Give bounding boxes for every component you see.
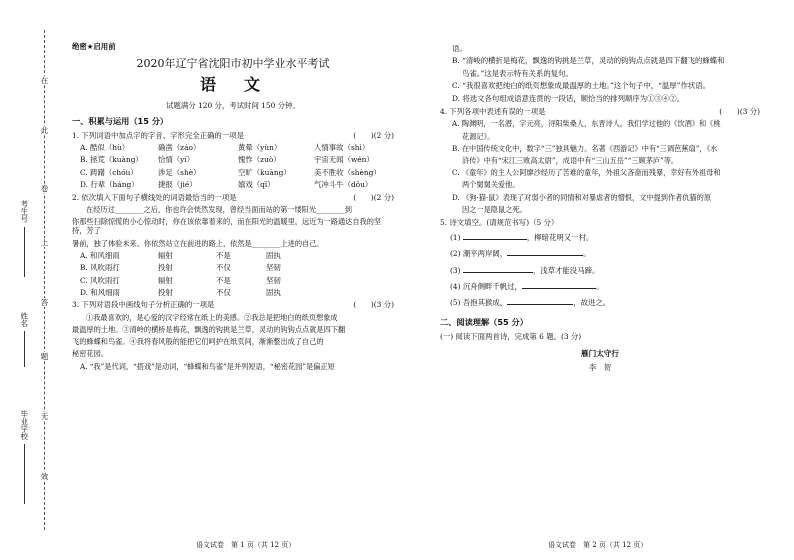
continuation-text: 语。: [452, 44, 467, 53]
cut-char: 无: [40, 412, 49, 421]
poem-author: 李 贺: [588, 363, 612, 373]
option-cell: 嬉戏（qī）: [238, 180, 275, 190]
option-cell: 投射: [158, 288, 173, 297]
q2-passage-line: 你那些扫除惊慌的小心惊动时，你在该依靠着来的，而在阳光的温暖里，远近为一路通达自我的坚持，芳了: [72, 217, 382, 236]
option-cell: C. 踌躇（chóu）: [80, 167, 138, 177]
exam-info: 试题满分 120 分，考试时间 150 分钟。: [166, 101, 300, 110]
cut-char: 此: [40, 126, 49, 135]
fill-post: ，柳暗花明又一村。: [526, 233, 594, 242]
fill-item-2: [450, 248, 760, 258]
q2-option-d: [80, 288, 394, 297]
cut-line: [44, 30, 45, 530]
subject-title: 语 文: [199, 75, 266, 94]
option-cell: 愧怍（zuò）: [238, 155, 281, 165]
field-line: [24, 227, 25, 277]
option-cell: 投射: [158, 263, 173, 273]
fill-post: ，浅草才能没马蹄。: [532, 265, 600, 275]
option-cell: 宇宙无闻（wén）: [314, 155, 374, 165]
fill-number: (4): [450, 281, 461, 291]
q3-option-line: D. 将选文各句组成语意连贯的一段话，顺恰当的排列顺序为①③④②。: [452, 93, 685, 103]
q3-option-line: C. “我很喜欢把纯白的纸页想象成最温厚的土地。”这个句子中，“温厚”作状语。: [452, 81, 711, 91]
fill-post: 。: [595, 281, 604, 291]
option-cell: 固执: [266, 250, 281, 260]
q4-option-line: B. 在中国传统文化中，数字“三”独具魅力。名著《西游记》中有“三调芭蕉扇”，《水: [452, 143, 718, 153]
option-cell: 黄晕（yùn）: [238, 142, 282, 152]
q4-option-line: 两个舅舅关爱他。: [462, 180, 520, 190]
q3-passage-line: ①我最喜欢的，是心爱的汉字经常在纸上的美感。②我总是把地白的纸页想象成: [86, 312, 338, 322]
fill-post: ，故进之。: [573, 298, 611, 307]
fill-number: (3): [450, 265, 461, 275]
question-1: [72, 131, 394, 140]
cut-char: 上: [40, 238, 49, 247]
fill-number: (1): [450, 233, 461, 242]
option-cell: 辐射: [158, 250, 173, 260]
option-cell: B. 风吹雨打: [80, 263, 120, 273]
fill-item-5: [450, 297, 760, 307]
section-heading: 一、积累与运用（15 分）: [72, 116, 169, 127]
option-cell: 坚韧: [266, 263, 281, 273]
binding-margin: [0, 0, 58, 560]
fill-item-1: [450, 232, 760, 242]
exam-page-1: [72, 44, 394, 374]
subsection-heading: (一) 阅读下面两首诗，完成第 6 题。(3 分): [440, 331, 582, 341]
question-score: ( )(3 分): [353, 300, 394, 310]
option-cell: 捷报（jié）: [158, 180, 197, 190]
q2-option-a: [80, 251, 394, 260]
option-cell: C. 风吹雨打: [80, 275, 120, 285]
option-cell: D. 行辈（háng）: [80, 180, 139, 190]
page-footer: 语文试卷 第 1 页（共 12 页）: [196, 541, 296, 549]
option-cell: B. 拯荒（kuàng）: [80, 155, 143, 165]
question-score: ( )(2 分): [353, 192, 394, 202]
option-cell: 不是: [216, 250, 231, 260]
q3-option-line: 鸟雀。”这是表示特有关系的复句。: [462, 68, 573, 78]
fill-post: 。: [583, 249, 591, 259]
field-label: 姓名: [19, 312, 29, 327]
fill-number: (2): [450, 249, 461, 259]
field-name[interactable]: [18, 312, 30, 367]
field-exam-number[interactable]: [18, 200, 30, 277]
answer-blank[interactable]: [463, 232, 527, 240]
field-school[interactable]: [18, 410, 30, 504]
option-cell: 确凿（záo）: [158, 142, 201, 152]
fill-pre: 吾抱其猴成，: [462, 298, 508, 307]
fill-number: (5): [450, 298, 461, 307]
poem-title: 雁门太守行: [581, 348, 619, 358]
question-stem: 3. 下列对语段中画线句子分析正确的一项是: [72, 300, 215, 310]
field-line: [24, 331, 25, 367]
q2-passage-line: 在经历过________之后，你也许会恍然发现，曾经当面而站的第一缕阳光________到: [86, 205, 352, 215]
fill-pre: 沉舟侧畔千帆过，: [462, 281, 522, 291]
option-cell: 恰情（yí）: [158, 155, 195, 165]
q4-option-line: D. 《狗·猫·鼠》表现了对弱小者的同情和对暴虐者的憎恨，文中提到作者仇猫的原: [452, 192, 712, 202]
option-cell: 固执: [266, 288, 281, 297]
question-stem: 2. 依次填入下面句子横线处的词语最恰当的一项是: [72, 192, 237, 202]
q4-option-line: 因之一是隐鼠之死。: [462, 204, 527, 214]
option-cell: 涉足（shè）: [158, 167, 201, 177]
q3-option-line: B. “清峻的横折是梅花，飘逸的钩挑是兰草，灵动的钩钩点点就是四下翻飞的蜂蝶和: [452, 56, 725, 66]
option-cell: 不是: [216, 275, 231, 285]
confidential-mark: 绝密★启用前: [72, 42, 116, 51]
question-stem: 1. 下列词语中加点字的字音、字形完全正确的一项是: [72, 130, 244, 140]
cut-char: 卷: [40, 184, 49, 193]
cut-char: 在: [40, 76, 49, 85]
option-cell: 人情事故（shì）: [314, 142, 370, 152]
answer-blank[interactable]: [507, 297, 573, 305]
q1-option-b: [80, 155, 394, 164]
q3-passage-line: 飞的蜂蝶和鸟雀。④我将春风般的能把它们呵护在纸页间，渐渐整出成了自己的: [72, 337, 324, 347]
q2-option-b: [80, 263, 394, 272]
cut-char: 效: [40, 472, 49, 481]
option-cell: 不仅: [216, 263, 231, 273]
option-cell: 气冲斗牛（dǒu）: [314, 180, 373, 190]
exam-page-2: [440, 44, 760, 372]
q4-option-line: A. 陶渊明，一名潜，字元亮，浔阳柴桑人，东晋诗人。我们学过他的《饮酒》和《桃: [452, 119, 721, 129]
field-label: 考生号: [19, 200, 29, 223]
option-cell: A. 和风细雨: [80, 250, 120, 260]
option-cell: 不仅: [216, 288, 231, 297]
option-cell: 空旷（kuàng）: [238, 167, 291, 177]
q2-passage-line: 暑前，独了体验未来、你依然站立在前进的路上，依然是________上进的自己。: [72, 238, 324, 248]
q4-option-line: 花源记》。: [462, 131, 495, 141]
answer-blank[interactable]: [522, 281, 596, 289]
option-cell: 美不胜收（shèng）: [314, 167, 381, 177]
q2-option-c: [80, 276, 394, 285]
q3-passage-line: 最温厚的土地。③清岭的横桥是梅花，飘逸的钩挑是兰草，灵动的钩钩点点就是四下翻: [72, 325, 346, 335]
option-cell: 坚韧: [266, 275, 281, 285]
option-cell: 辐射: [158, 275, 173, 285]
question-score: ( )(2 分): [353, 130, 394, 140]
answer-blank[interactable]: [463, 265, 533, 273]
fill-item-3: [450, 265, 760, 275]
answer-blank[interactable]: [507, 248, 583, 256]
field-label: 毕业学校: [19, 410, 29, 440]
q3-passage-line: 秘密花园。: [72, 349, 108, 359]
question-3: [72, 300, 394, 309]
question-4: [440, 107, 760, 116]
section-heading: 二、阅读理解（55 分）: [440, 317, 528, 328]
cut-char: 答: [40, 298, 49, 307]
question-5: 5. 诗文填空。(请规范书写)（5 分）: [440, 217, 559, 227]
page-footer: 语文试卷 第 2 页（共 12 页）: [548, 541, 648, 549]
fill-item-4: [450, 281, 760, 291]
question-stem: 4. 下列各项中表述有误的一项是: [440, 107, 546, 116]
q1-option-a: [80, 143, 394, 152]
option-cell: A. 酷似（hù）: [80, 142, 130, 152]
question-score: ( )(3 分): [719, 107, 760, 116]
fill-pre: 潮平两岸阔，: [462, 249, 508, 259]
q3-option-a: A. “我”是代词，“搭戏”是动词，“蜂蝶和鸟雀”是并列短语，“秘密花园”是偏正短: [80, 361, 335, 371]
question-2: [72, 193, 394, 202]
cut-char: 题: [40, 352, 49, 361]
q1-option-c: [80, 168, 394, 177]
option-cell: D. 和风细雨: [80, 288, 120, 297]
field-line: [24, 444, 25, 504]
q4-option-line: C. 《童年》的主人公阿廖沙经历了苦难的童年，外祖父吝啬而残暴，幸好有外祖母和: [452, 168, 721, 178]
q4-option-line: 浒传》中有“宋江三败高太尉”，成语中有“三山五岳”“三顾茅庐”等。: [462, 156, 679, 165]
q1-option-d: [80, 180, 394, 189]
exam-title: 2020年辽宁省沈阳市初中学业水平考试: [136, 57, 330, 71]
